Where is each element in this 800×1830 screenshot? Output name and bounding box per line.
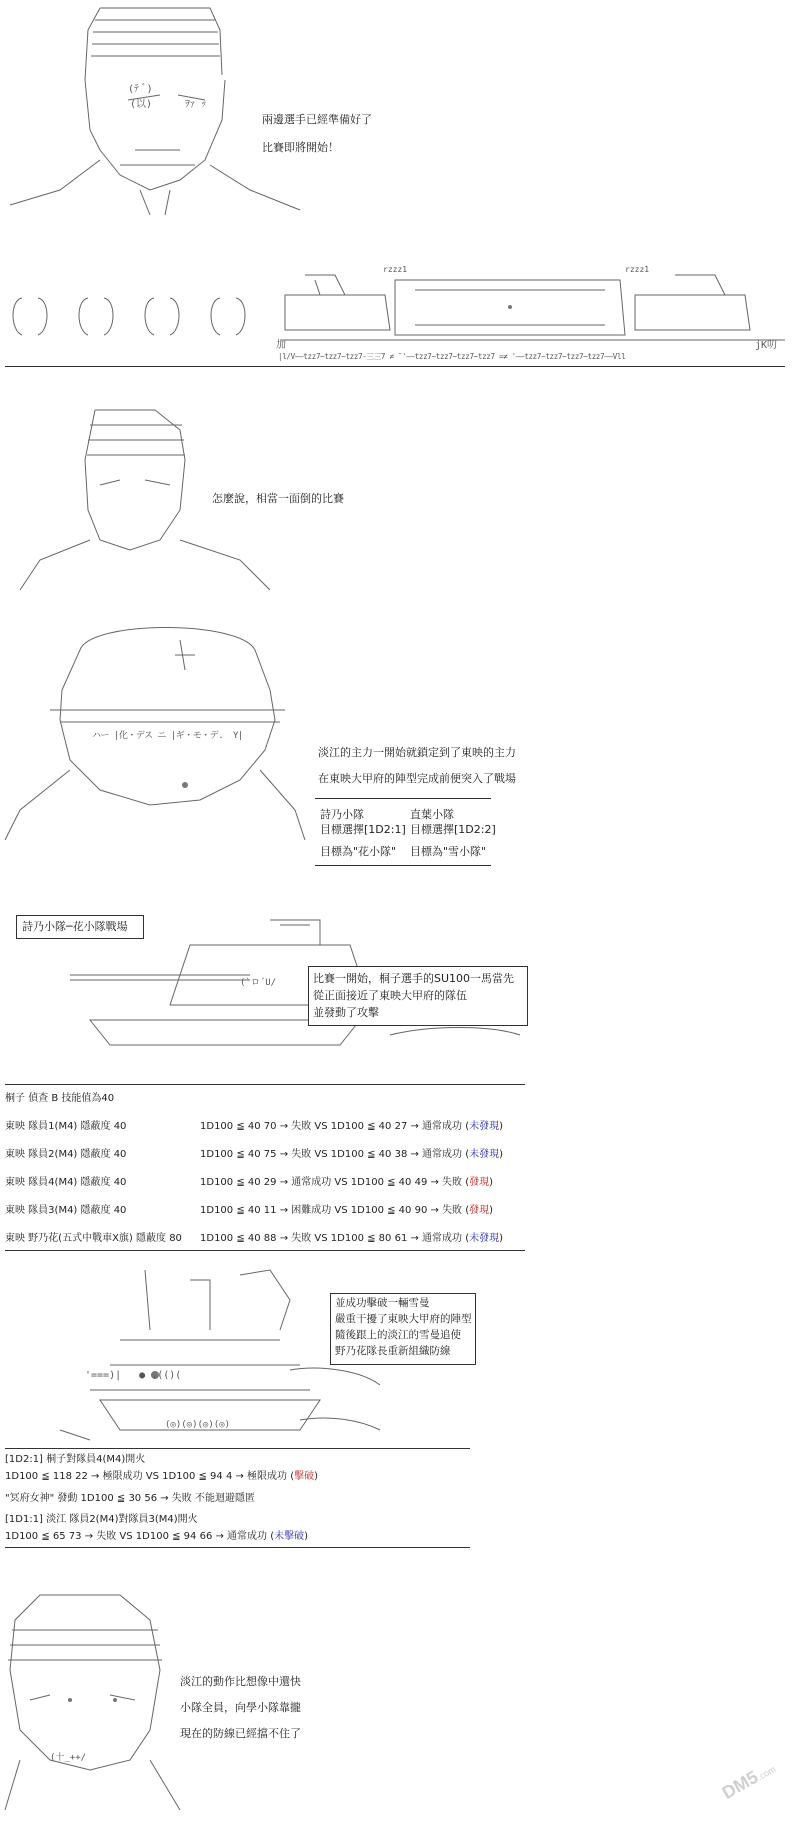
target-result-right: 目標為"雪小隊": [410, 845, 487, 858]
dice-roll-end: ): [314, 1471, 319, 1482]
dialogue-line: 淡江的動作比想像中還快: [180, 1675, 301, 1688]
site-watermark: [719, 1757, 779, 1804]
dialogue-line: 現在的防線已經擋不住了: [180, 1727, 301, 1740]
dice-roll: [200, 1120, 503, 1134]
dice-result-tag: 擊破: [294, 1471, 315, 1482]
dice-result-tag: 發現: [469, 1177, 490, 1188]
dice-result-tag: 未發現: [469, 1149, 500, 1160]
dialogue-line: 比賽即將開始！: [262, 141, 339, 154]
target-roll-left: 目標選擇[1D2:1]: [320, 823, 406, 836]
dice-roll-text: 1D100 ≦ 40 11 → 困難成功 VS 1D100 ≦ 40 90 → 失敗 (: [200, 1205, 470, 1216]
dice-roll-text: 1D100 ≦ 40 88 → 失敗 VS 1D100 ≦ 80 61 → 通常成功 (: [200, 1233, 470, 1244]
sherman-crew-text: '===)| ● .(()(: [85, 1370, 182, 1381]
train-label: rzzz1: [383, 265, 408, 274]
train-track-text: |l/V——tzz7~tzz7~tzz7-三三7 ≠ ¯'——tzz7~tzz7~tzz7~tzz7 =≠ '——tzz7~tzz7~tzz7~tzz7——Vll: [278, 352, 626, 361]
announcer-face-text: (ﾃ ﾞ): [128, 84, 153, 95]
dice-roll-end: ): [499, 1149, 504, 1160]
narration-line: 隨後跟上的淡江的雪曼追使: [335, 1329, 461, 1341]
divider: [5, 1250, 525, 1251]
dice-roll-text: 1D100 ≦ 40 75 → 失敗 VS 1D100 ≦ 40 38 → 通常成功 (: [200, 1149, 470, 1160]
dice-roll: [200, 1204, 493, 1218]
dice-line: [5, 1470, 318, 1484]
dice-line: [1D1:1] 淡江 隊員2(M4)對隊員3(M4)開火: [5, 1514, 198, 1525]
dice-unit: 東映 隊員3(M4) 隱蔽度 40: [5, 1205, 127, 1216]
train-ascii-art: [275, 260, 795, 360]
announcer-aa-left: (以): [130, 99, 153, 110]
train-label: rzzz1: [625, 265, 650, 274]
narration-line: 淡江的主力一開始就鎖定到了東映的主力: [318, 746, 516, 759]
divider: [5, 366, 785, 367]
sherman-tracks-text: (◎)(◎)(◎)(◎): [165, 1420, 231, 1430]
dice-result-tag: 未擊破: [274, 1531, 305, 1542]
narration-line: 並發動了攻擊: [313, 1006, 379, 1019]
divider: [5, 1448, 470, 1449]
watermark-text: DM5: [718, 1766, 762, 1804]
narration-box: [330, 1293, 476, 1365]
dice-roll-text: 1D100 ≦ 40 70 → 失敗 VS 1D100 ≦ 40 27 → 通常成功 (: [200, 1121, 470, 1132]
dice-roll-end: ): [499, 1121, 504, 1132]
target-roll-right: 目標選擇[1D2:2]: [410, 823, 496, 836]
dice-roll: [200, 1148, 503, 1162]
dice-unit: 東映 隊員1(M4) 隱蔽度 40: [5, 1121, 127, 1132]
dialogue-line: 兩邊選手已經準備好了: [262, 113, 372, 126]
dice-result-tag: 未發現: [469, 1233, 500, 1244]
narration-line: 嚴重干擾了東映大甲府的陣型: [335, 1313, 472, 1325]
dice-line: [1D2:1] 桐子對隊員4(M4)開火: [5, 1454, 146, 1465]
train-label-right: jK叨: [755, 340, 778, 351]
dice-roll-text: 1D100 ≦ 40 29 → 通常成功 VS 1D100 ≦ 40 49 → 失敗 (: [200, 1177, 470, 1188]
dice-roll-end: ): [499, 1233, 504, 1244]
dice-header: 桐子 偵查 B 技能值為40: [5, 1093, 115, 1104]
dialogue-line: 怎麼說，相當一面倒的比賽: [212, 492, 344, 505]
captain-ascii-art: [0, 1590, 190, 1820]
announcer-ascii-art: [0, 0, 800, 230]
narration-line: 在東映大甲府的陣型完成前便突入了戰場: [318, 772, 516, 785]
target-team-right: 直葉小隊: [410, 808, 454, 821]
narration-box: [308, 966, 528, 1026]
target-result-left: 目標為"花小隊": [320, 845, 397, 858]
narration-line: 比賽一開始，桐子選手的SU100一馬當先: [313, 972, 515, 985]
dice-line: "冥府女神" 發動 1D100 ≦ 30 56 → 失敗 不能迴避隱匿: [5, 1493, 255, 1504]
dice-result-tag: 發現: [469, 1205, 490, 1216]
divider: [5, 1547, 470, 1548]
dice-roll-end: ): [489, 1177, 494, 1188]
dice-line: [5, 1530, 308, 1544]
spinning-wheels-art: [0, 290, 260, 350]
dice-result-tag: 未發現: [469, 1121, 500, 1132]
train-label-left: 加: [276, 340, 286, 351]
dice-roll-text: 1D100 ≦ 118 22 → 極限成功 VS 1D100 ≦ 94 4 → 極限成功 (: [5, 1471, 295, 1482]
target-team-left: 詩乃小隊: [320, 808, 364, 821]
divider: [315, 798, 491, 799]
dice-roll: [200, 1176, 493, 1190]
dice-unit: 東映 野乃花(五式中戰車X旗) 隱蔽度 80: [5, 1233, 182, 1244]
dice-roll-end: ): [304, 1531, 309, 1542]
divider: [5, 1084, 525, 1085]
narration-line: 並成功擊破一輛雪曼: [335, 1297, 430, 1309]
tank-crew-text: (`ロ´U/: [240, 978, 277, 988]
divider: [315, 865, 491, 866]
captain-mouth-text: (十_++/: [50, 1753, 87, 1763]
dice-unit: 東映 隊員4(M4) 隱蔽度 40: [5, 1177, 127, 1188]
narration-line: 從正面接近了東映大甲府的隊伍: [313, 989, 467, 1002]
dialogue-line: 小隊全員，向學小隊靠攏: [180, 1701, 301, 1714]
watermark-sub: .com: [755, 1763, 778, 1783]
dice-unit: 東映 隊員2(M4) 隱蔽度 40: [5, 1149, 127, 1160]
dice-roll-text: 1D100 ≦ 65 73 → 失敗 VS 1D100 ≦ 94 66 → 通常成功 (: [5, 1531, 275, 1542]
announcer-aa-right: ｦｧ ｯ: [185, 99, 207, 110]
battlefield-label: 詩乃小隊─花小隊戰場: [22, 920, 128, 933]
dice-roll-end: ): [489, 1205, 494, 1216]
dice-roll: [200, 1232, 503, 1246]
narration-line: 野乃花隊長重新組織防線: [335, 1345, 451, 1357]
commander-helmet-text: ハー |化・デス ニ |ギ・モ・デ. Y|: [92, 731, 243, 741]
